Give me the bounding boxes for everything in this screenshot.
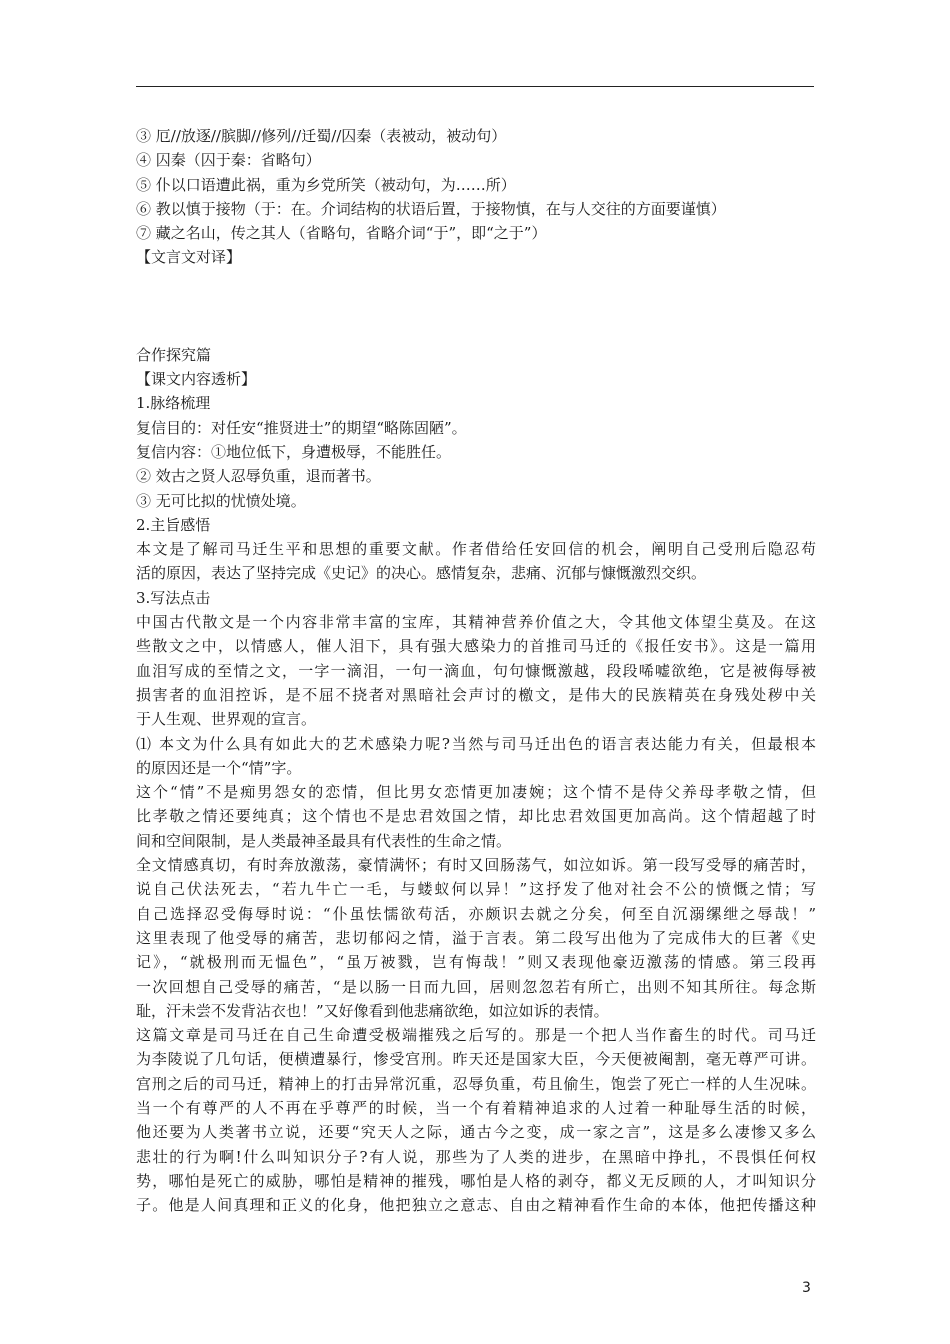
- text-line: 自己选择忍受侮辱时说：“仆虽怯懦欲苟活，亦颇识去就之分矣，何至自沉溺缧绁之辱哉！”: [136, 904, 816, 923]
- text-line: 复信目的：对任安“推贤进士”的期望“略陈固陋”。: [136, 418, 467, 437]
- text-line: 血泪写成的至情之文，一字一滴泪，一句一滴血，句句慷慨激越，段段唏嘘欲绝，它是被侮辱被: [136, 661, 816, 680]
- text-line: 3.写法点击: [136, 588, 211, 607]
- header-rule: [136, 86, 814, 87]
- text-line: 这个“情”不是痴男怨女的恋情，但比男女恋情更加凄婉；这个情不是侍父养母孝敬之情，但: [136, 783, 816, 802]
- text-line: ③ 厄//放逐//膑脚//修列//迁蜀//囚秦（表被动，被动句）: [136, 127, 507, 145]
- text-line: 些散文之中，以情感人，催人泪下，具有强大感染力的首推司马迁的《报任安书》。这是一篇用: [136, 637, 816, 656]
- text-line: ② 效古之贤人忍辱负重，退而著书。: [136, 467, 381, 486]
- text-line: 一次回想自己受辱的痛苦，“是以肠一日而九回，居则忽忽若有所亡，出则不知其所往。每念斯: [136, 977, 816, 996]
- text-line: 悲壮的行为啊!什么叫知识分子?有人说，那些为了人类的进步，在黑暗中挣扎，不畏惧任何权: [136, 1147, 816, 1166]
- text-line: 【课文内容透析】: [136, 370, 257, 389]
- text-line: 全文情感真切，有时奔放激荡，豪情满怀；有时又回肠荡气，如泣如诉。第一段写受辱的痛苦时，: [136, 856, 816, 875]
- text-line: ⑥ 教以慎于接物（于：在。介词结构的状语后置，于接物慎，在与人交往的方面要谨慎）: [136, 199, 726, 218]
- text-line: 【文言文对译】: [136, 248, 242, 267]
- text-line: 这里表现了他受辱的痛苦，悲切郁闷之情，溢于言表。第二段写出他为了完成伟大的巨著《史: [136, 928, 816, 947]
- text-line: 间和空间限制，是人类最神圣最具有代表性的生命之情。: [136, 831, 512, 850]
- text-line: ③ 无可比拟的忧愤处境。: [136, 491, 306, 510]
- blank-gap: [136, 270, 816, 343]
- grammar-notes: [136, 124, 816, 270]
- text-line: 子。他是人间真理和正义的化身，他把独立之意志、自由之精神看作生命的本体，他把传播这种: [136, 1196, 816, 1215]
- text-line: 本文是了解司马迁生平和思想的重要文献。作者借给任安回信的机会，阐明自己受刑后隐忍苟: [136, 540, 816, 559]
- text-line: 这篇文章是司马迁在自己生命遭受极端摧残之后写的。那是一个把人当作畜生的时代。司马迁: [136, 1026, 816, 1045]
- text-line: 1.脉络梳理: [136, 394, 211, 413]
- document-body: [136, 124, 816, 1217]
- text-line: 比孝敬之情还要纯真；这个情也不是忠君效国之情，却比忠君效国更加高尚。这个情超越了时: [136, 807, 816, 826]
- text-line: 合作探究篇: [136, 345, 212, 364]
- text-line: 说自己伏法死去，“若九牛亡一毛，与蝼蚁何以异！”这抒发了他对社会不公的愤慨之情；写: [136, 880, 816, 899]
- text-line: 为李陵说了几句话，便横遭暴行，惨受宫刑。昨天还是国家大臣，今天便被阉割，毫无尊严可讲。: [136, 1050, 816, 1069]
- text-line: 活的原因，表达了坚持完成《史记》的决心。感情复杂，悲痛、沉郁与慷慨激烈交织。: [136, 564, 707, 583]
- text-line: ⑦ 藏之名山，传之其人（省略句，省略介词“于”，即“之于”）: [136, 224, 547, 243]
- text-line: 宫刑之后的司马迁，精神上的打击异常沉重，忍辱负重，苟且偷生，饱尝了死亡一样的人生况味。: [136, 1074, 816, 1093]
- text-line: 中国古代散文是一个内容非常丰富的宝库，其精神营养价值之大，令其他文体望尘莫及。在这: [136, 613, 816, 632]
- text-line: 2.主旨感悟: [136, 515, 211, 534]
- text-line: 他还要为人类著书立说，还要“究天人之际，通古今之变，成一家之言”，这是多么凄惨又多么: [136, 1123, 816, 1142]
- text-line: ④ 囚秦（囚于秦：省略句）: [136, 151, 321, 170]
- text-line: 记》，“就极刑而无愠色”，“虽万被戮，岂有悔哉！”则又表现他豪迈激荡的情感。第三段再: [136, 953, 816, 972]
- text-line: ⑤ 仆以口语遭此祸，重为乡党所笑（被动句，为……所）: [136, 175, 516, 194]
- text-line: 势，哪怕是死亡的威胁，哪怕是精神的摧残，哪怕是人格的剥夺，都义无反顾的人，才叫知识分: [136, 1171, 816, 1190]
- cooperative-exploration-section: [136, 343, 816, 1218]
- text-line: 于人生观、世界观的宣言。: [136, 710, 317, 729]
- text-line: 当一个有尊严的人不再在乎尊严的时候，当一个有着精神追求的人过着一种耻辱生活的时候，: [136, 1098, 816, 1117]
- text-line: ⑴ 本文为什么具有如此大的艺术感染力呢?当然与司马迁出色的语言表达能力有关，但最根本: [136, 734, 816, 753]
- text-line: 耻，汗未尝不发背沾衣也！”又好像看到他悲痛欲绝，如泣如诉的表情。: [136, 1001, 609, 1020]
- text-line: 损害者的血泪控诉，是不屈不挠者对黑暗社会声讨的檄文，是伟大的民族精英在身残处秽中关: [136, 685, 816, 704]
- text-line: 复信内容：①地位低下，身遭极辱，不能胜任。: [136, 442, 452, 461]
- text-line: 的原因还是一个“情”字。: [136, 758, 302, 777]
- page-number: 3: [802, 1280, 811, 1296]
